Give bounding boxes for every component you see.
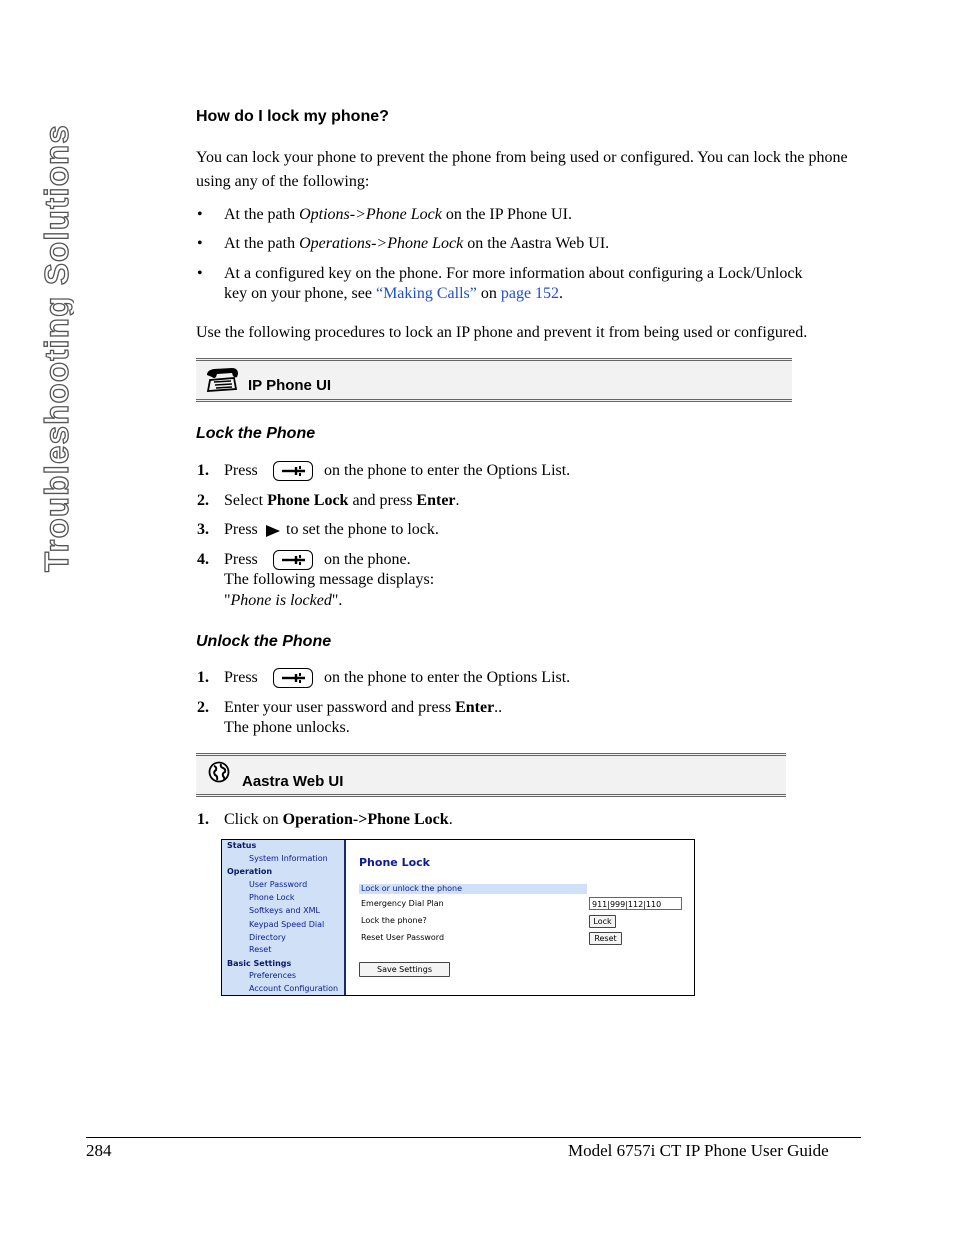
web-step1-text: Click on Operation->Phone Lock. [224, 811, 453, 828]
lock-phone-label: Lock the phone? [361, 916, 427, 925]
lock-step3-rest: to set the phone to lock. [286, 521, 439, 538]
nav-item-phone-lock[interactable]: Phone Lock [249, 893, 295, 902]
wrench-icon [281, 672, 307, 684]
bullet-dot: • [197, 206, 203, 223]
nav-item-account-configuration[interactable]: Account Configuration [249, 984, 339, 993]
intro-paragraph: You can lock your phone to prevent the phone from being used or configured. You can lock the phone using any of the following: [196, 149, 848, 190]
nav-item-preferences[interactable]: Preferences [249, 971, 297, 980]
bullet-web-ui: At the path Operations->Phone Lock on the Aastra Web UI. [224, 235, 610, 252]
bullet-dot: • [197, 235, 203, 252]
step-number: 4. [197, 551, 209, 568]
bullet-configured-key: At a configured key on the phone. For more information about configuring a Lock/Unlock key on your phone, see “Making Calls” on page 152. [224, 265, 803, 302]
globe-icon [208, 761, 230, 788]
step-number: 3. [197, 521, 209, 538]
nav-item-system-information[interactable]: System Information [249, 854, 328, 863]
unlock-step2-line2: The phone unlocks. [224, 719, 350, 736]
lock-step4-press: Press [224, 551, 258, 568]
lock-step4-rest: on the phone. [324, 551, 411, 568]
nav-item-user-password[interactable]: User Password [249, 880, 308, 889]
lock-step2-text: Select Phone Lock and press Enter. [224, 492, 460, 509]
nav-item-directory[interactable]: Directory [249, 933, 286, 942]
web-ui-nav [222, 840, 346, 995]
aastra-web-ui-label: Aastra Web UI [242, 773, 344, 790]
lock-step4-line2: The following message displays: [224, 571, 435, 588]
bullet-dot: • [197, 265, 203, 282]
lock-heading: Lock the Phone [196, 425, 316, 442]
section-heading: How do I lock my phone? [196, 108, 389, 125]
making-calls-link[interactable]: “Making Calls” [375, 285, 477, 302]
lock-step1-rest: on the phone to enter the Options List. [324, 462, 571, 479]
sidebar-title-text: Troubleshooting Solutions [40, 124, 74, 572]
step-number: 1. [197, 669, 209, 686]
guide-title: Model 6757i CT IP Phone User Guide [568, 1141, 829, 1160]
unlock-step1-rest: on the phone to enter the Options List. [324, 669, 571, 686]
lock-button[interactable]: Lock [589, 915, 616, 928]
wrench-icon [281, 554, 307, 566]
nav-heading-basic-settings[interactable]: Basic Settings [227, 959, 292, 968]
right-arrow-icon [265, 524, 281, 543]
step-number: 2. [197, 699, 209, 716]
reset-password-label: Reset User Password [361, 933, 445, 942]
reset-button[interactable]: Reset [589, 932, 622, 945]
step-number: 1. [197, 811, 209, 828]
unlock-heading: Unlock the Phone [196, 633, 332, 650]
unlock-step1-press: Press [224, 669, 258, 686]
lock-step3-press: Press [224, 521, 258, 538]
footer-rule [86, 1137, 861, 1138]
phone-icon [204, 366, 240, 397]
unlock-step2-text: Enter your user password and press Enter.. [224, 699, 503, 716]
nav-item-softkeys-xml[interactable]: Softkeys and XML [249, 906, 320, 915]
options-key [273, 550, 313, 570]
locked-message: "Phone is locked". [224, 592, 343, 609]
step-number: 2. [197, 492, 209, 509]
bullet-ip-phone-ui: At the path Options->Phone Lock on the IP Phone UI. [224, 206, 572, 223]
emergency-dial-plan-label: Emergency Dial Plan [361, 899, 444, 908]
page-152-link[interactable]: page 152 [500, 285, 560, 302]
step-number: 1. [197, 462, 209, 479]
ip-phone-ui-banner [196, 358, 792, 402]
sidebar-title-graphic [40, 110, 74, 580]
nav-item-keypad-speed-dial[interactable]: Keypad Speed Dial [249, 920, 325, 929]
web-ui-page-title: Phone Lock [359, 856, 430, 869]
nav-heading-operation[interactable]: Operation [227, 867, 273, 876]
nav-heading-status[interactable]: Status [227, 841, 257, 850]
lock-step1-press: Press [224, 462, 258, 479]
aastra-web-ui-banner [196, 753, 786, 797]
web-ui-section-bar: Lock or unlock the phone [359, 884, 587, 894]
save-settings-button[interactable]: Save Settings [359, 962, 450, 977]
options-key [273, 668, 313, 688]
wrench-icon [281, 465, 307, 477]
emergency-dial-plan-input[interactable]: 911|999|112|110 [589, 897, 682, 910]
nav-item-reset[interactable]: Reset [249, 945, 272, 954]
options-key [273, 461, 313, 481]
procedures-paragraph: Use the following procedures to lock an IP phone and prevent it from being used or configured. [196, 324, 808, 341]
page-number: 284 [86, 1141, 112, 1160]
sidebar-title [40, 110, 74, 580]
ip-phone-ui-label: IP Phone UI [248, 377, 332, 394]
web-ui-screenshot [221, 839, 695, 996]
